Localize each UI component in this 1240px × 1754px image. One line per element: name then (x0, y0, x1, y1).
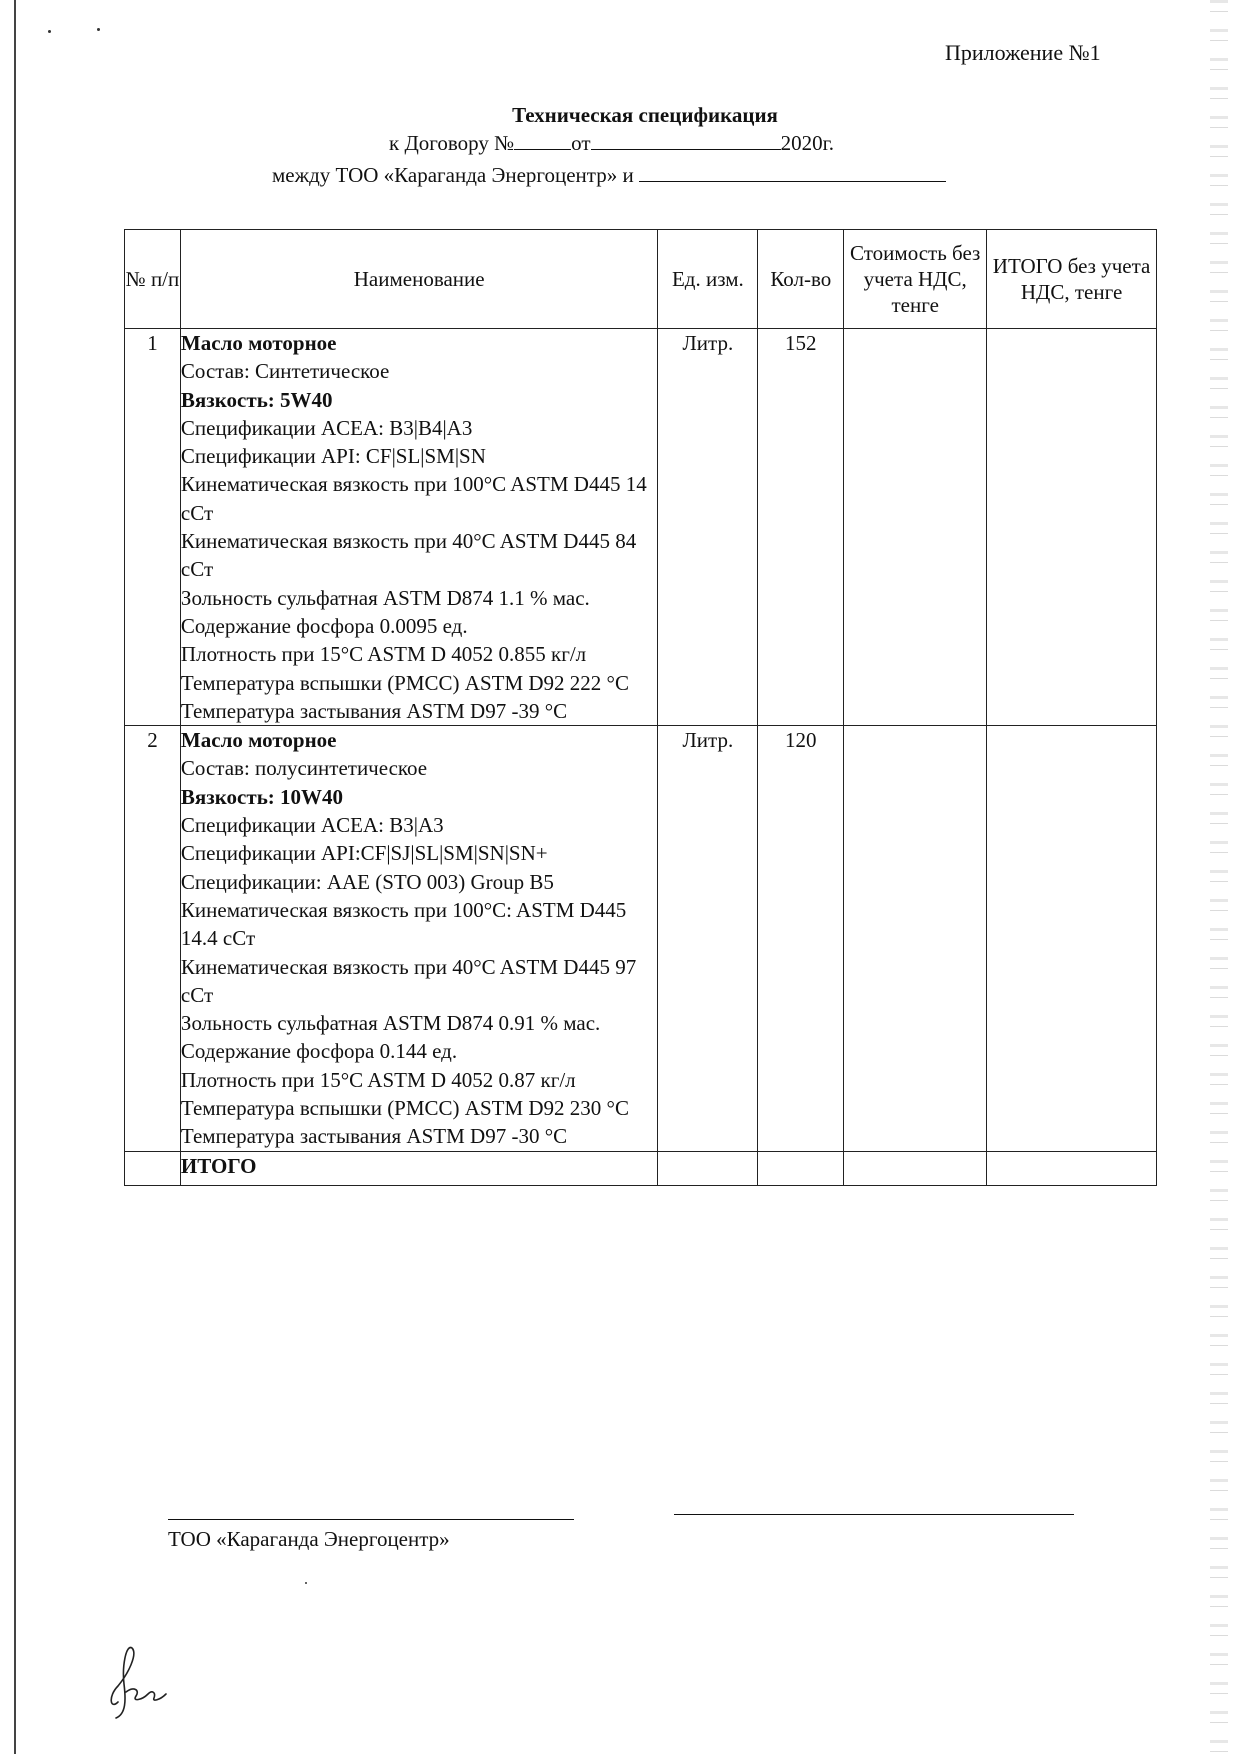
total-row-empty-cell (987, 1151, 1157, 1185)
contract-year: 2020г. (780, 131, 835, 155)
organization-signatory: ТОО «Караганда Энергоцентр» (168, 1527, 450, 1551)
spec-line: Спецификации API:CF|SJ|SL|SM|SN|SN+ (180, 841, 548, 866)
product-title: Масло моторное (180, 331, 337, 355)
contract-date-blank (591, 131, 781, 150)
cost-cell (844, 726, 987, 1151)
spec-line: Спецификации ACEA: B3|A3 (180, 813, 444, 838)
contract-line (389, 131, 834, 156)
total-row-empty-cell (658, 1151, 758, 1185)
row-number: 2 (125, 726, 181, 1151)
spec-line: Спецификации ACEA: B3|B4|A3 (180, 415, 473, 440)
spec-line: Температура вспышки (PMCC) ASTM D92 230 °C (180, 1096, 629, 1121)
spec-line: Зольность сульфатная ASTM D874 0.91 % мас. (180, 1011, 601, 1036)
quantity-cell: 152 (758, 329, 844, 726)
scan-speck (305, 1582, 307, 1584)
cost-cell (844, 329, 987, 726)
parties-line (272, 163, 946, 188)
scan-speck (97, 28, 100, 31)
contract-prefix: к Договору № (389, 131, 515, 155)
spec-line: Кинематическая вязкость при 100°C ASTM D445 14 сСт (180, 472, 647, 525)
total-cell (987, 726, 1157, 1151)
right-signature-line (674, 1514, 1074, 1515)
unit-cell: Литр. (658, 329, 758, 726)
left-signature-line (168, 1519, 574, 1520)
product-viscosity: Вязкость: 10W40 (180, 784, 344, 809)
table-header-row (125, 230, 1157, 329)
spec-line: Плотность при 15°C ASTM D 4052 0.87 кг/л (180, 1067, 576, 1092)
spec-line: Кинематическая вязкость при 100°C: ASTM D445 14.4 сСт (180, 897, 627, 951)
total-row-empty-cell (844, 1151, 987, 1185)
contract-number-blank (514, 131, 571, 150)
spec-line: Содержание фосфора 0.144 ед. (180, 1039, 458, 1064)
table-row (125, 329, 1157, 726)
row-number: 1 (125, 329, 181, 726)
product-description (180, 329, 658, 726)
spec-line: Зольность сульфатная ASTM D874 1.1 % мас. (180, 585, 590, 610)
counterparty-blank (639, 163, 946, 182)
spec-line: Спецификации API: CF|SL|SM|SN (180, 444, 486, 469)
product-title: Масло моторное (180, 728, 337, 753)
table-row (125, 726, 1157, 1151)
spec-line: Кинематическая вязкость при 40°C ASTM D445 97 сСт (180, 954, 637, 1007)
spec-line: Плотность при 15°C ASTM D 4052 0.855 кг/л (180, 642, 587, 667)
product-composition: Состав: полусинтетическое (180, 756, 428, 781)
contract-from: от (571, 131, 591, 155)
parties-text: между ТОО «Караганда Энергоцентр» и (272, 163, 634, 187)
document-title: Техническая спецификация (512, 103, 778, 127)
specification-table (124, 229, 1157, 1186)
spec-line: Содержание фосфора 0.0095 ед. (180, 613, 468, 638)
col-header-num: № п/п (125, 230, 181, 329)
total-row (125, 1151, 1157, 1185)
col-header-qty: Кол-во (758, 230, 844, 329)
col-header-cost: Стоимость без учета НДС, тенге (844, 230, 987, 329)
handwritten-signature (104, 1640, 184, 1720)
scan-speck (48, 30, 51, 33)
spec-line: Температура застывания ASTM D97 -39 °C (180, 698, 568, 723)
product-composition: Состав: Синтетическое (180, 359, 390, 384)
col-header-unit: Ед. изм. (658, 230, 758, 329)
spec-line: Температура застывания ASTM D97 -30 °C (180, 1124, 568, 1149)
scan-edge-noise (1210, 0, 1228, 1754)
product-description (180, 726, 658, 1151)
total-row-empty-cell (758, 1151, 844, 1185)
total-row-num-cell (125, 1151, 181, 1185)
quantity-cell: 120 (758, 726, 844, 1151)
total-label: ИТОГО (180, 1151, 658, 1185)
appendix-label: Приложение №1 (945, 40, 1101, 65)
spec-line: Кинематическая вязкость при 40°C ASTM D445 84 сСт (180, 529, 637, 582)
scan-margin-line (14, 0, 16, 1754)
col-header-total: ИТОГО без учета НДС, тенге (987, 230, 1157, 329)
spec-line: Спецификации: AAE (STO 003) Group B5 (180, 869, 554, 894)
col-header-name: Наименование (180, 230, 658, 329)
spec-line: Температура вспышки (PMCC) ASTM D92 222 °C (180, 670, 629, 695)
total-cell (987, 329, 1157, 726)
unit-cell: Литр. (658, 726, 758, 1151)
product-viscosity: Вязкость: 5W40 (180, 387, 333, 412)
